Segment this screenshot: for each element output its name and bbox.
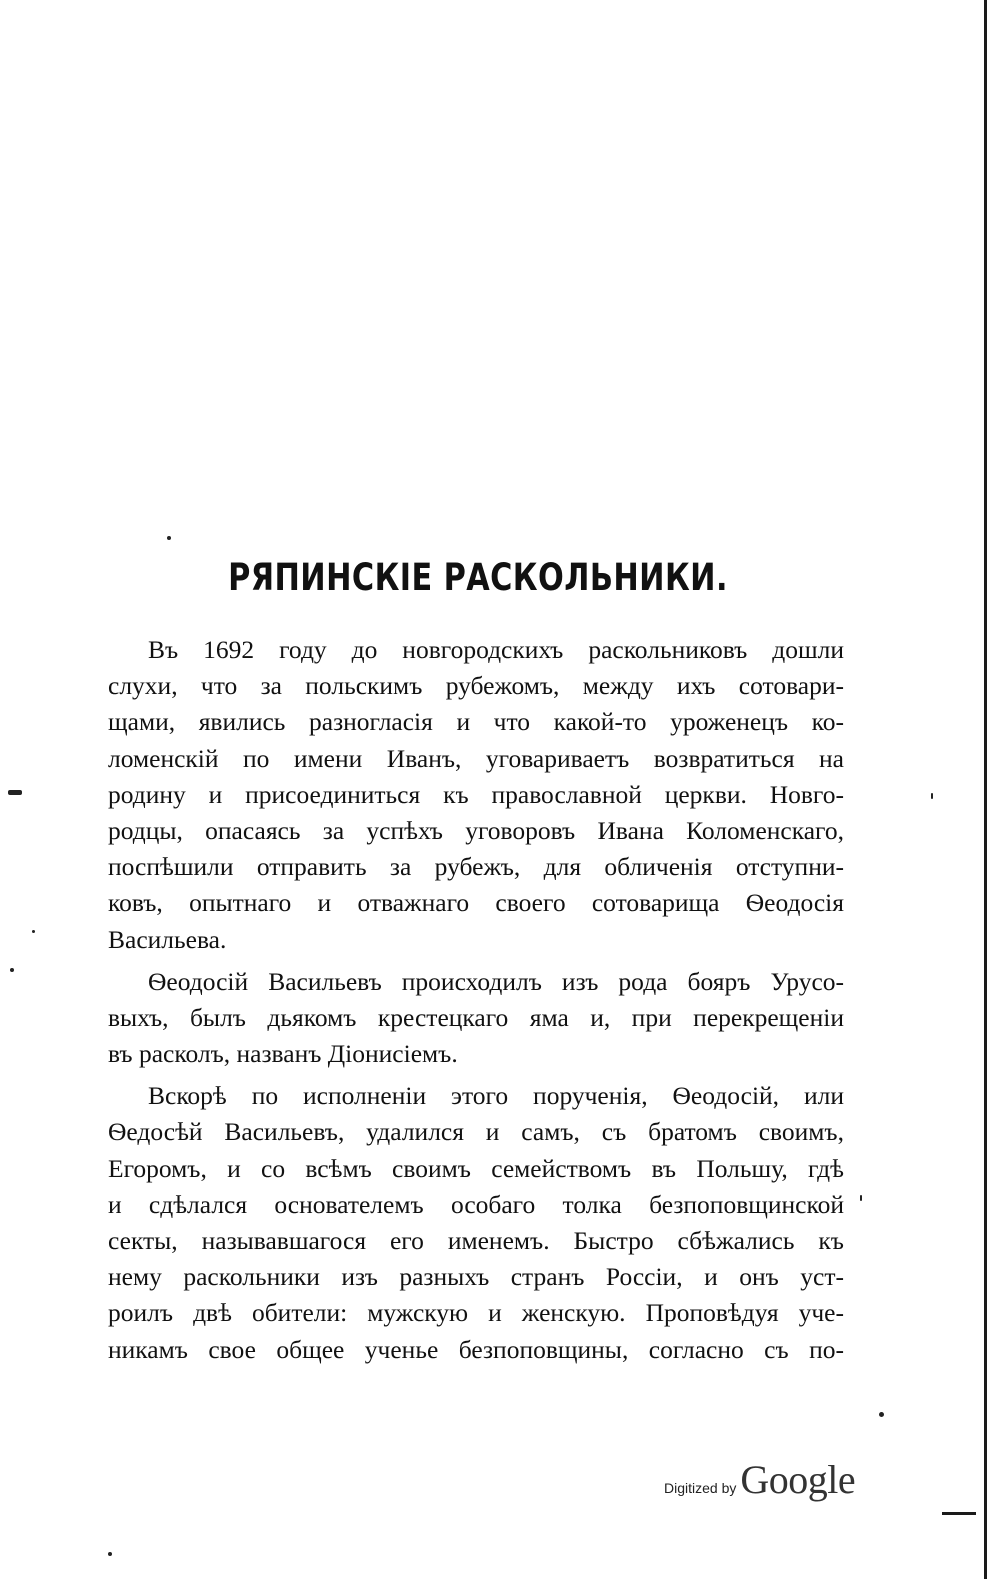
- text-line: Ѳеодосій Васильевъ происходилъ изъ рода бояръ Урусо-: [148, 966, 844, 996]
- text-line: въ расколъ, названъ Діонисіемъ.: [108, 1039, 458, 1069]
- text-line: щами, явились разногласія и что какой-то уроженецъ ко-: [108, 707, 844, 737]
- text-line: выхъ, былъ дьякомъ крестецкаго яма и, при перекрещеніи: [108, 1002, 844, 1032]
- text-line: ковъ, опытнаго и отважнаго своего сотоварища Ѳеодосія: [108, 888, 844, 918]
- page-edge-rule: [984, 0, 987, 1579]
- google-logo: Google: [740, 1457, 856, 1502]
- watermark-prefix: Digitized by: [664, 1480, 737, 1496]
- scan-speck: [860, 1195, 862, 1201]
- scan-speck: [931, 793, 933, 799]
- digitized-by-google-watermark: [664, 1456, 855, 1503]
- text-line: никамъ свое общее ученье безпоповщины, согласно съ по-: [108, 1334, 844, 1364]
- text-line: родцы, опасаясь за успѣхъ уговоровъ Ивана Коломенскаго,: [108, 815, 844, 845]
- text-line: родину и присоединиться къ православной церкви. Новго-: [108, 779, 844, 809]
- scan-speck: [32, 930, 35, 933]
- text-line: Егоромъ, и со всѣмъ своимъ семействомъ въ Польшу, гдѣ: [108, 1153, 844, 1183]
- scan-speck: [10, 968, 14, 972]
- scan-speck: [167, 536, 171, 540]
- text-line: Въ 1692 году до новгородскихъ раскольниковъ дошли: [148, 635, 844, 664]
- paragraph-2: [108, 964, 844, 1073]
- paragraph-1: [108, 632, 844, 958]
- chapter-title: РЯПИНСКIЕ РАСКОЛЬНИКИ.: [228, 556, 728, 599]
- text-line: Ѳедосѣй Васильевъ, удалился и самъ, съ братомъ своимъ,: [108, 1117, 844, 1147]
- scan-speck: [879, 1412, 884, 1417]
- page-edge-mark: [942, 1512, 976, 1515]
- body-text: [108, 632, 844, 1368]
- text-line: роилъ двѣ обители: мужскую и женскую. Проповѣдуя уче-: [108, 1298, 844, 1328]
- text-line: слухи, что за польскимъ рубежомъ, между ихъ сотовари-: [108, 671, 844, 701]
- text-line: Вскорѣ по исполненіи этого порученія, Ѳеодосій, или: [148, 1081, 844, 1111]
- scan-speck: [8, 790, 22, 795]
- paragraph-3: [108, 1078, 844, 1368]
- scan-speck: [108, 1552, 112, 1556]
- text-line: поспѣшили отправить за рубежъ, для обличенія отступни-: [108, 852, 844, 882]
- text-line: ломенскій по имени Иванъ, уговариваетъ возвратиться на: [108, 743, 844, 773]
- text-line: нему раскольники изъ разныхъ странъ Россіи, и онъ уст-: [108, 1262, 844, 1292]
- text-line: и сдѣлался основателемъ особаго толка безпоповщинской: [108, 1189, 844, 1219]
- text-line: Васильева.: [108, 924, 227, 954]
- text-line: секты, называвшагося его именемъ. Быстро сбѣжались къ: [108, 1226, 844, 1255]
